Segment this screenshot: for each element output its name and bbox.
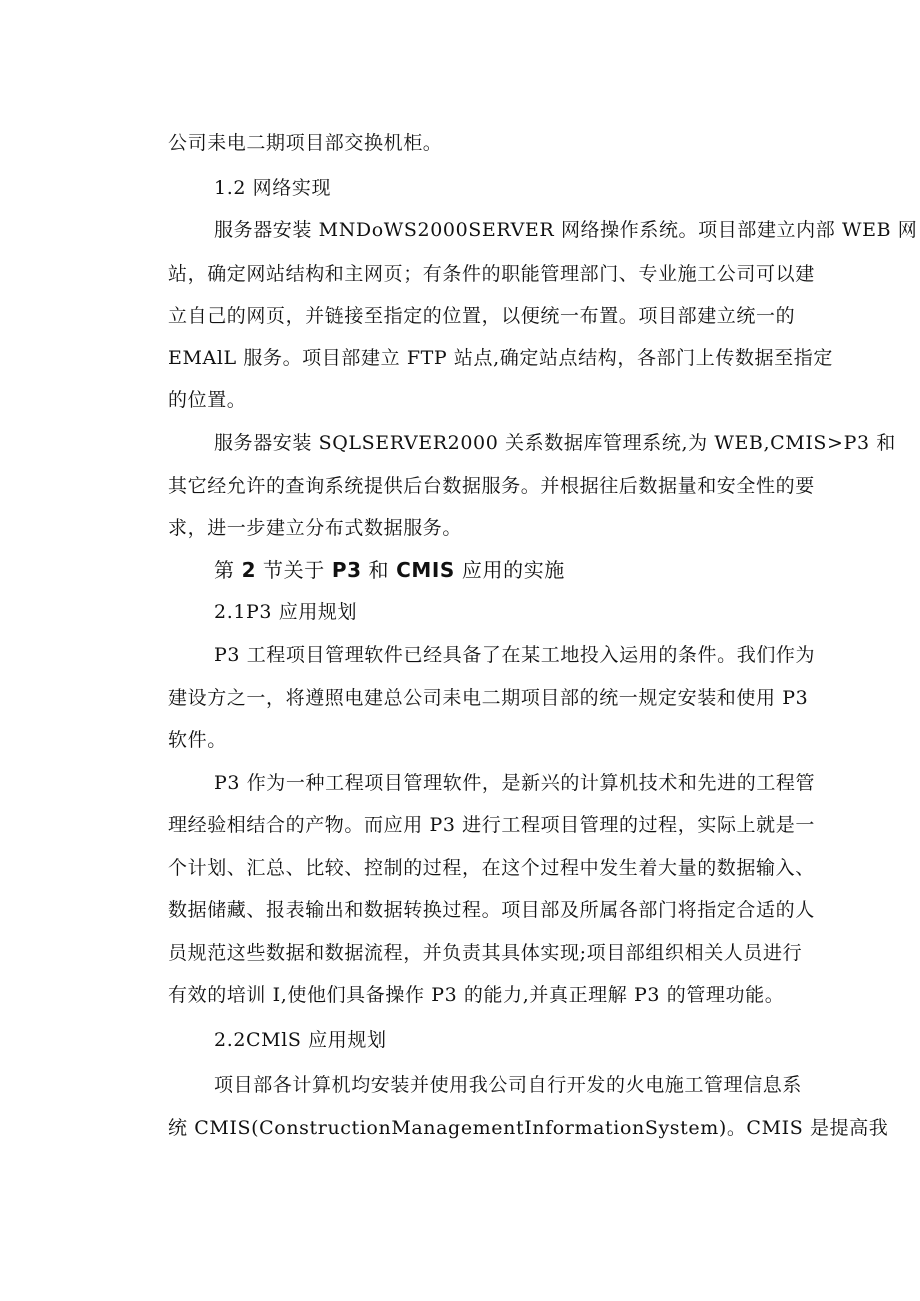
paragraph-line: 项目部各计算机均安装并使用我公司自行开发的火电施工管理信息系 xyxy=(214,1074,803,1096)
paragraph-line: 服务器安装 MNDoWS2000SERVER 网络操作系统。项目部建立内部 WEB 网 xyxy=(214,219,918,241)
heading-number: 2 xyxy=(241,558,257,582)
paragraph-line: 立自己的网页，并链接至指定的位置，以便统一布置。项目部建立统一的 xyxy=(168,305,796,327)
paragraph-line: 软件。 xyxy=(168,729,227,751)
paragraph-line: 有效的培训 I,使他们具备操作 P3 的能力,并真正理解 P3 的管理功能。 xyxy=(168,984,785,1006)
paragraph-line: 的位置。 xyxy=(168,389,247,411)
section-heading-2-1: 2.1P3 应用规划 xyxy=(214,601,358,623)
chapter-heading xyxy=(214,558,565,582)
paragraph-line: 服务器安装 SQLSERVER2000 关系数据库管理系统,为 WEB,CMIS>P3 和 xyxy=(214,432,896,454)
heading-suffix: 应用的实施 xyxy=(454,558,565,582)
section-heading-1-2: 1.2 网络实现 xyxy=(214,177,332,199)
heading-mid1: 节关于 xyxy=(256,558,332,582)
heading-cmis: CMIS xyxy=(396,558,455,582)
paragraph-line: 个计划、汇总、比较、控制的过程，在这个过程中发生着大量的数据输入、 xyxy=(168,857,815,879)
heading-p3: P3 xyxy=(331,558,362,582)
paragraph-line: 站，确定网站结构和主网页；有条件的职能管理部门、专业施工公司可以建 xyxy=(168,263,815,285)
paragraph-line: 数据储藏、报表输出和数据转换过程。项目部及所属各部门将指定合适的人 xyxy=(168,899,815,921)
paragraph-line: 统 CMIS(ConstructionManagementInformationSystem)。CMIS 是提高我 xyxy=(168,1117,889,1139)
paragraph-line: 员规范这些数据和数据流程，并负责其具体实现;项目部组织相关人员进行 xyxy=(168,942,803,964)
paragraph-line: EMAlL 服务。项目部建立 FTP 站点,确定站点结构，各部门上传数据至指定 xyxy=(168,347,833,369)
section-heading-2-2: 2.2CMlS 应用规划 xyxy=(214,1029,387,1051)
paragraph-line: 建设方之一，将遵照电建总公司耒电二期项目部的统一规定安装和使用 P3 xyxy=(168,687,809,709)
paragraph-line: P3 作为一种工程项目管理软件，是新兴的计算机技术和先进的工程管 xyxy=(214,772,816,794)
paragraph-line: 求，进一步建立分布式数据服务。 xyxy=(168,517,463,539)
paragraph-line: P3 工程项目管理软件已经具备了在某工地投入运用的条件。我们作为 xyxy=(214,644,816,666)
heading-mid2: 和 xyxy=(361,558,397,582)
paragraph-line: 理经验相结合的产物。而应用 P3 进行工程项目管理的过程，实际上就是一 xyxy=(168,814,815,836)
paragraph-line: 公司耒电二期项目部交换机柜。 xyxy=(168,132,443,154)
paragraph-line: 其它经允许的查询系统提供后台数据服务。并根据往后数据量和安全性的要 xyxy=(168,475,815,497)
heading-prefix: 第 xyxy=(214,558,242,582)
